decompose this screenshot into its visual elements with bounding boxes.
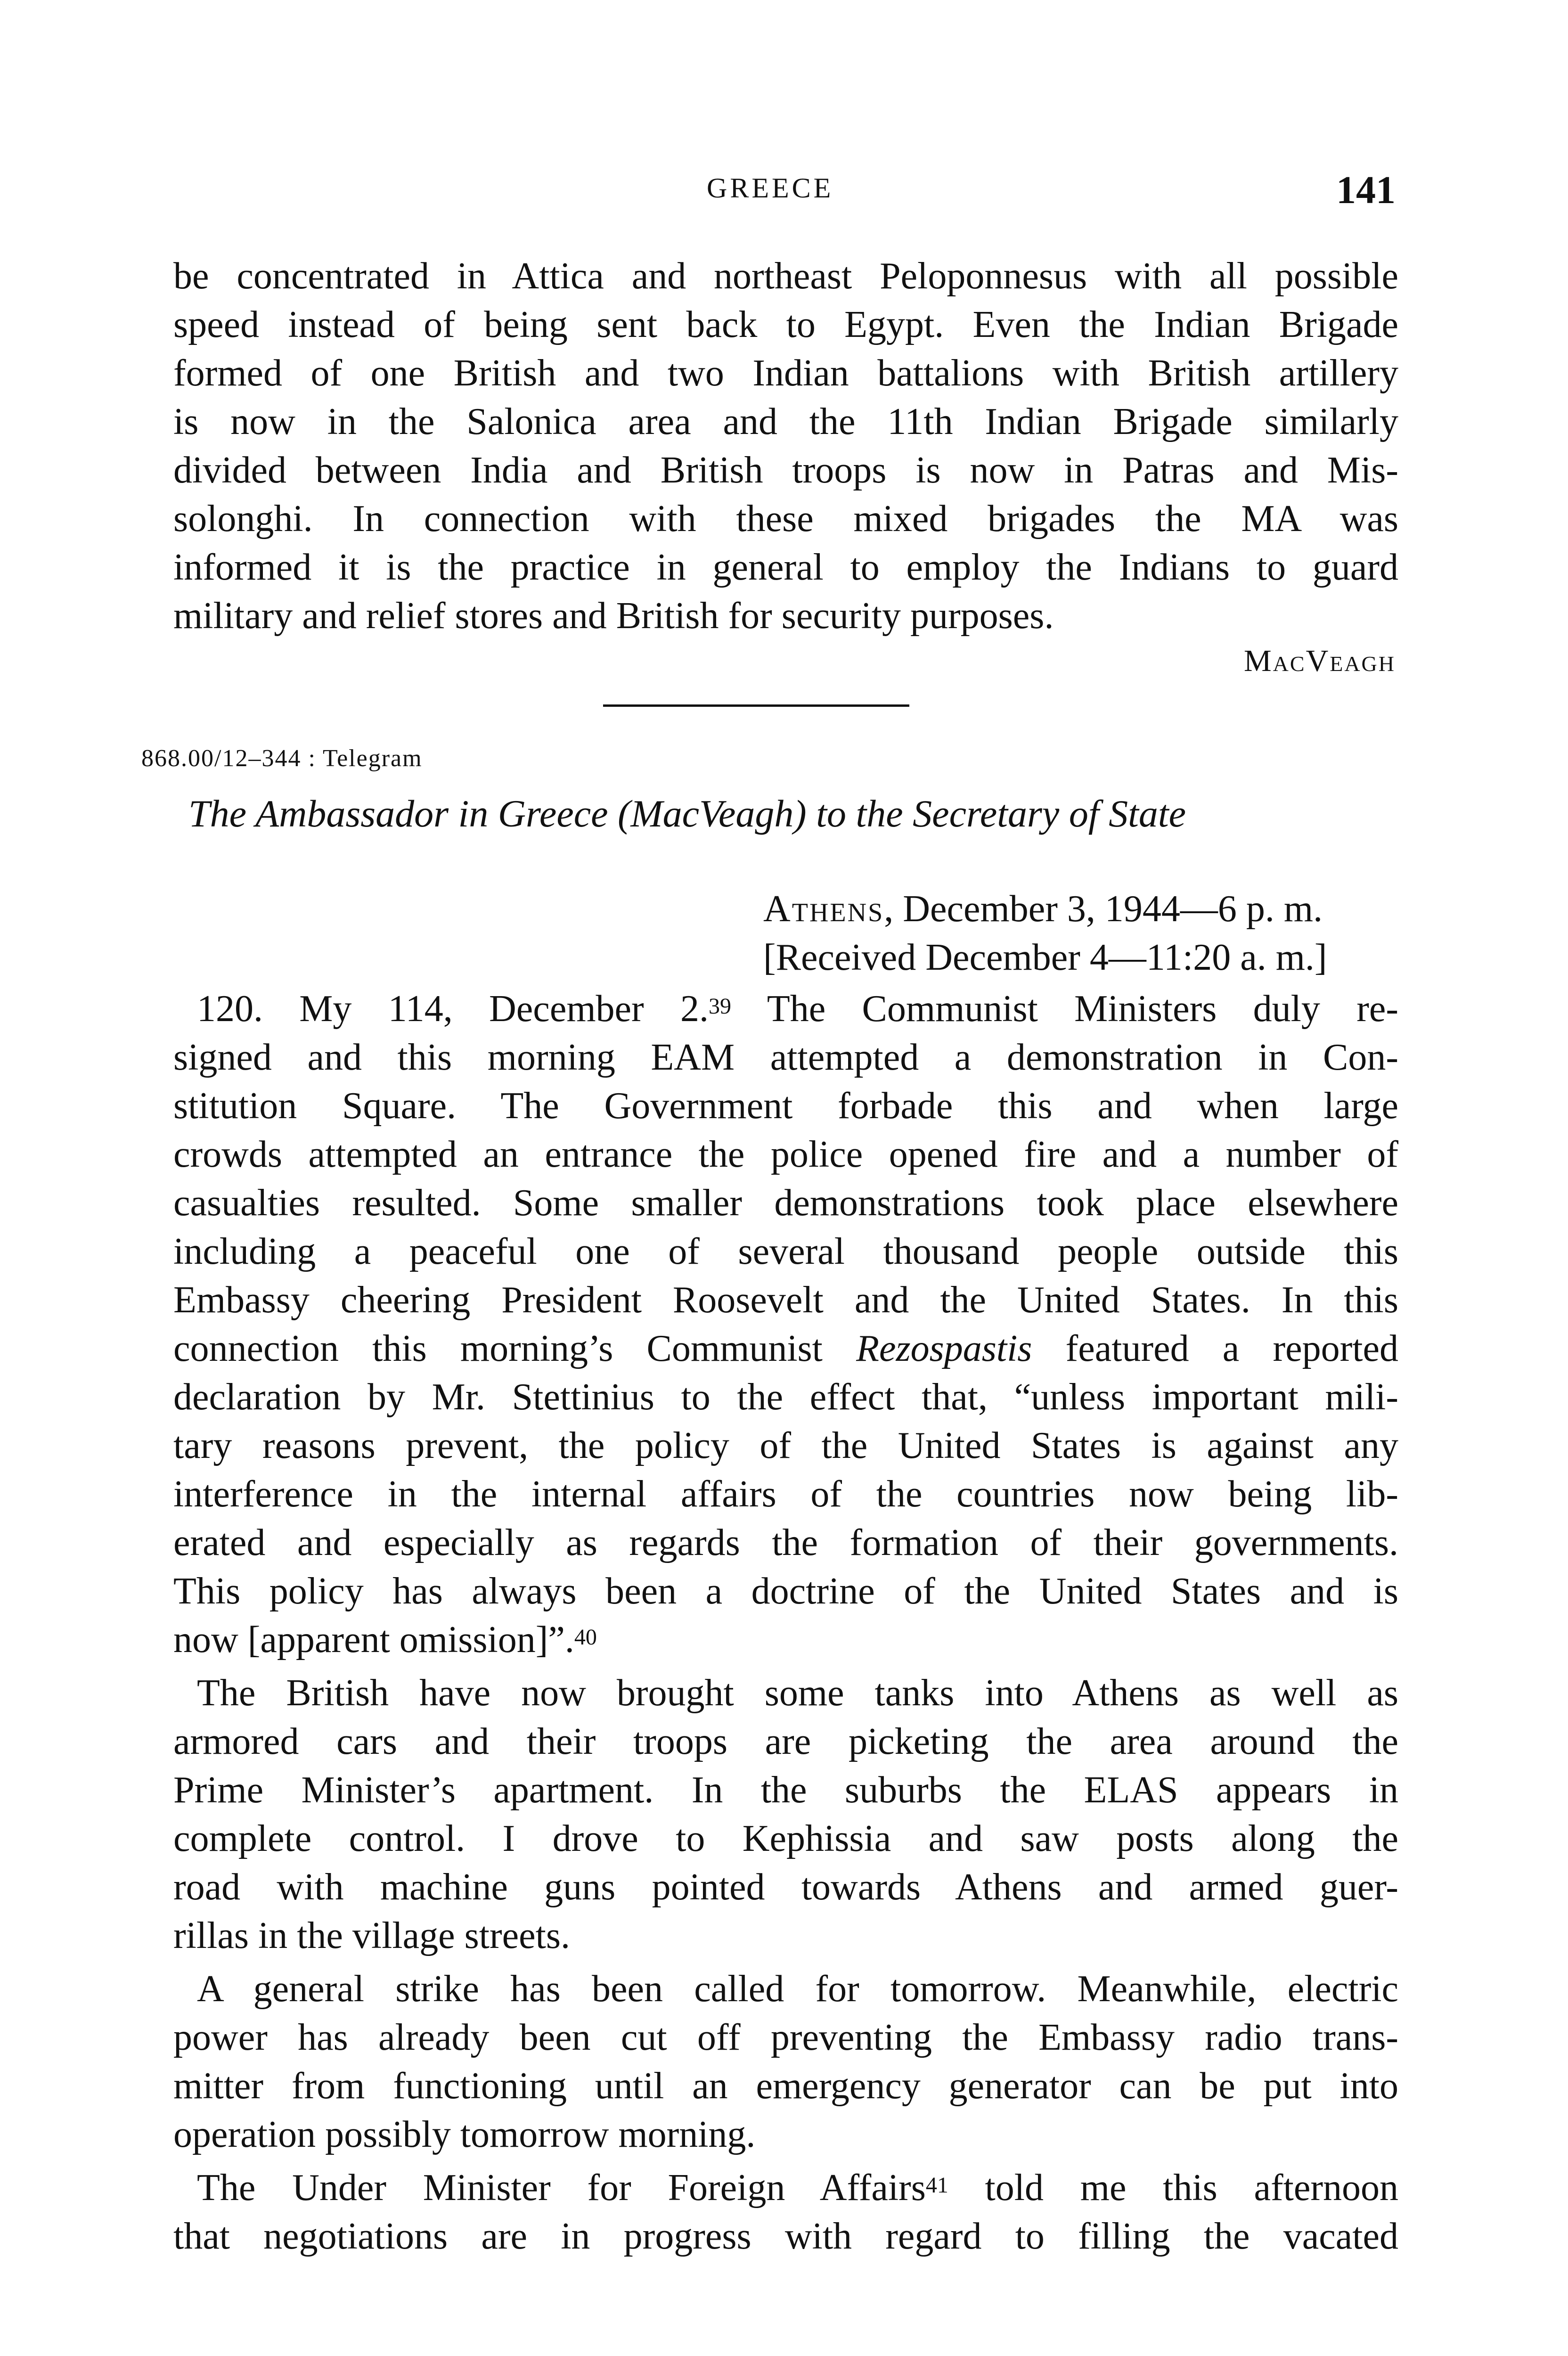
text-line: [173, 985, 1398, 1033]
text-line: rillas in the village streets.: [173, 1915, 570, 1956]
telegram-body: [173, 985, 1398, 2261]
text-line: be concentrated in Attica and northeast Peloponnesus with all possible: [173, 255, 1398, 297]
text-fragment: told me this afternoon: [948, 2167, 1398, 2209]
text-line: signed and this morning EAM attempted a demonstration in Con-: [173, 1037, 1398, 1078]
continuation-paragraph: [173, 252, 1398, 640]
text-line: This policy has always been a doctrine of the United States and is: [173, 1571, 1398, 1612]
signature: MacVeagh: [1243, 644, 1396, 678]
dateline-place: Athens: [763, 888, 884, 930]
footnote-marker: 39: [708, 994, 731, 1019]
text-line: including a peaceful one of several thousand people outside this: [173, 1231, 1398, 1272]
text-line: The British have now brought some tanks into Athens as well as: [197, 1672, 1398, 1714]
page-number: 141: [1336, 168, 1396, 212]
section-separator: [603, 704, 909, 707]
text-line: interference in the internal affairs of the countries now being lib-: [173, 1473, 1398, 1515]
text-line: armored cars and their troops are picketing the area around the: [173, 1721, 1398, 1762]
text-line: declaration by Mr. Stettinius to the effect that, “unless important mili-: [173, 1376, 1398, 1418]
text-line: A general strike has been called for tomorrow. Meanwhile, electric: [197, 1968, 1398, 2010]
text-fragment: The Under Minister for Foreign Affairs: [197, 2167, 926, 2209]
text-line: informed it is the practice in general to employ the Indians to guard: [173, 547, 1398, 588]
text-line: Prime Minister’s apartment. In the suburbs the ELAS appears in: [173, 1769, 1398, 1811]
text-line: divided between India and British troops is now in Patras and Mis-: [173, 450, 1398, 491]
text-line: stitution Square. The Government forbade this and when large: [173, 1085, 1398, 1127]
text-line: Embassy cheering President Roosevelt and the United States. In this: [173, 1279, 1398, 1321]
text-line: that negotiations are in progress with regard to filling the vacated: [173, 2216, 1398, 2257]
text-line: solonghi. In connection with these mixed brigades the MA was: [173, 498, 1398, 540]
text-line: [173, 1325, 1398, 1373]
text-line: tary reasons prevent, the policy of the United States is against any: [173, 1425, 1398, 1466]
running-head: [0, 167, 1568, 210]
dateline-sent: [763, 885, 1327, 933]
text-line: is now in the Salonica area and the 11th Indian Brigade similarly: [173, 401, 1398, 442]
text-fragment: connection this morning’s Communist: [173, 1328, 857, 1369]
text-fragment: featured a reported: [1032, 1328, 1398, 1369]
text-line: erated and especially as regards the formation of their governments.: [173, 1522, 1398, 1563]
footnote-marker: 41: [925, 2173, 948, 2198]
dateline-received: [Received December 4—11:20 a. m.]: [763, 937, 1327, 978]
paragraph-lead: 120. My 114, December 2.: [197, 988, 709, 1030]
text-line: [173, 1616, 1398, 1664]
text-line: road with machine guns pointed towards Athens and armed guer-: [173, 1866, 1398, 1908]
text-fragment: now [apparent omission]”.: [173, 1619, 574, 1661]
text-line: complete control. I drove to Kephissia and saw posts along the: [173, 1818, 1398, 1859]
text-line: [173, 2164, 1398, 2212]
dateline-sent-text: , December 3, 1944—6 p. m.: [884, 888, 1323, 930]
text-line: formed of one British and two Indian battalions with British artillery: [173, 352, 1398, 394]
text-line: operation possibly tomorrow morning.: [173, 2114, 756, 2155]
text-line: crowds attempted an entrance the police opened fire and a number of: [173, 1134, 1398, 1175]
document-reference: 868.00/12–344 : Telegram: [141, 745, 423, 772]
text-line: speed instead of being sent back to Egypt. Even the Indian Brigade: [173, 304, 1398, 345]
newspaper-title: Rezospastis: [856, 1328, 1032, 1369]
text-line: casualties resulted. Some smaller demonstrations took place elsewhere: [173, 1182, 1398, 1224]
dateline: [763, 885, 1327, 982]
text-fragment: The Communist Ministers duly re-: [731, 988, 1398, 1030]
text-line: power has already been cut off preventing the Embassy radio trans-: [173, 2017, 1398, 2058]
text-line: mitter from functioning until an emergency generator can be put into: [173, 2065, 1398, 2107]
footnote-marker: 40: [574, 1625, 597, 1650]
text-line: military and relief stores and British for security purposes.: [173, 595, 1054, 637]
document-heading: The Ambassador in Greece (MacVeagh) to the Secretary of State: [188, 792, 1186, 835]
running-title: GREECE: [707, 172, 834, 204]
